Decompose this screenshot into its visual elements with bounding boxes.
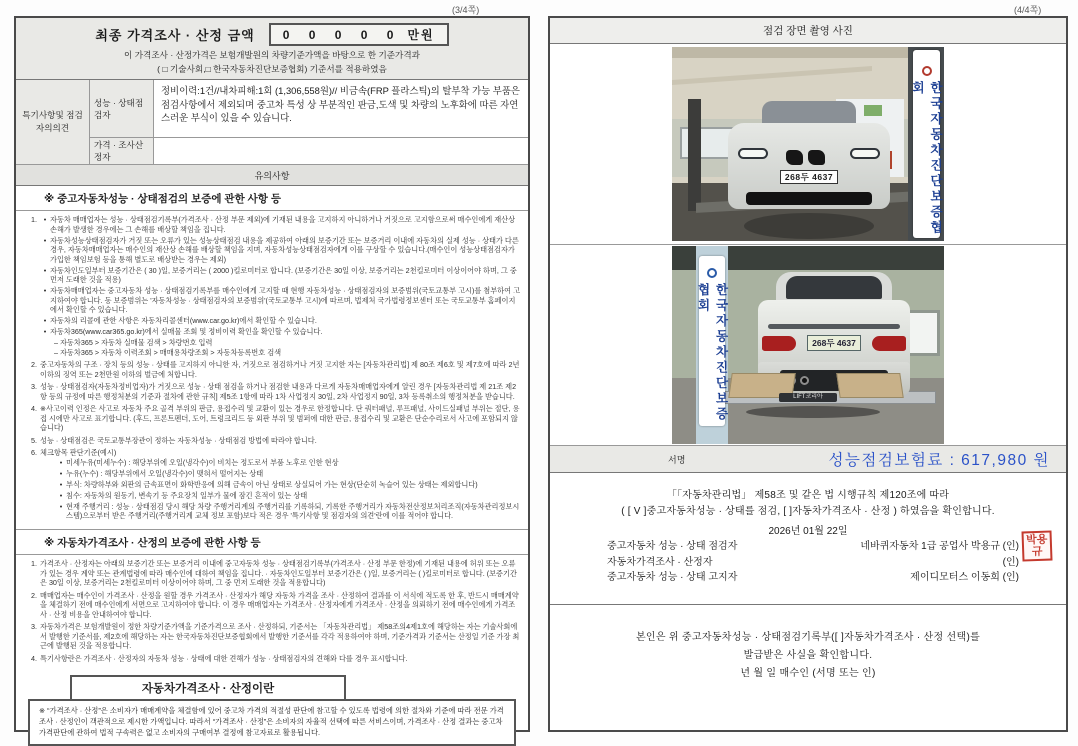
notice-bullet: • 자동차인도일부터 보증기간은 ( 30 )일, 보증거리는 ( 2000 )킬로미터로 합니다. (보증기간은 30일 이상, 보증거리는 2천킬로미터 이상이어야 하며, 그 중 먼저 도래한 것을 적용) [40, 266, 520, 285]
notice-bullet: • 침수: 자동차의 원동기, 변속기 등 주요장치 일부가 물에 잠긴 흔적이 있는 상태 [40, 491, 520, 501]
signature-fee-row [550, 446, 1066, 473]
car-taillight-right [872, 336, 906, 351]
garage-ceiling-beam [672, 47, 944, 58]
car-front-view [728, 123, 890, 209]
signer-rows [569, 539, 1047, 586]
inspector-label: 성능 · 상태점검자 [90, 80, 154, 138]
notice-bullet: • 자동차성능상태점검자가 거짓 또는 오류가 있는 성능상태점검 내용을 제공하여 아래의 보증기간 또는 보증거리 이내에 자동차의 실제 성능 · 상태가 다른 경우, 자동차매매업자는 매수인의 재산상 손해를 배상할 책임을 지며, 자동차성능상태점검자에게 이를 구상할 수 있습니다.(매수인이 성능상태점검자가 가입한 책임보험 등을 통해 별도로 배상받는 경우는 제외) [43, 235, 519, 264]
notice-subline: – 자동차365 > 자동차 실매물 검색 > 차량번호 입력 [54, 338, 213, 347]
background-sign [864, 105, 882, 116]
notice-item-6 [22, 448, 520, 522]
bullet-text: 자동차성능상태점검자가 거짓 또는 오류가 있는 성능상태점검 내용을 제공하여 아래의 보증기간 또는 보증거리 이내에 자동차의 실제 성능 · 상태가 다른 경우, 자동차매매업자는 매수인의 재산상 손해를 배상할 책임을 지며, 자동차성능상태점검자에게 이를 구상할 수 있습니다.(매수인이 성능상태점검자가 가입한 책임보험 등을 통해 별도로 배상받는 경우는 제외) [50, 235, 519, 264]
definition-body: ※ “가격조사 · 산정”은 소비자가 매매계약을 체결함에 있어 중고차 가격의 적절성 판단에 참고할 수 있도록 법령에 의한 절차와 기준에 따라 전문 가격조사 · 산정인이 객관적으로 제시한 가액입니다. 따라서 “가격조사 · 산정”은 소비자의 자율적 선택에 따른 서비스이며, 가격조사 · 산정 결과는 중고차 가격판단에 관하여 법적 구속력은 없고 소비자의 구매여부 결정에 참고자료로 활용됩니다. [28, 699, 516, 746]
definition-section [16, 667, 528, 746]
inspector-opinion-text: 정비이력:1건//내차피해:1회 (1,306,558원)// 비금속(FRP 플라스틱)의 탈부착 가능 부품은 점검사항에서 제외되며 중고차 특성 상 부분적인 판금,도색 및 차량의 노후화에 따른 자연스러운 부식이 있을 수 있습니다. [154, 80, 528, 138]
car-kidney-grille-left [786, 150, 803, 165]
car-kidney-grille-right [808, 150, 825, 165]
inspection-insurance-fee: 성능점검보험료 : 617,980 원 [828, 452, 1050, 469]
notice-bullet: • 현재 주행거리 : 성능 · 상태점검 당시 해당 차량 주행거리계의 주행거리를 기록하되, 기록한 주행거리가 자동차전산정보처리조직(자동차관리정보시스템)으로부터 받은 주행거리(주행거리계 교체 정보 포함)보다 적은 경우 '특기사항 및 점검자의 의견'란에 이를 적어야 합니다. [59, 501, 520, 520]
inspector-seal-stamp: 박용규 [1021, 530, 1052, 561]
notice-bullet: • 자동차매매업자는 중고자동차 성능 · 상태점검기록부를 매수인에게 고지할 때 현행 자동차성능 · 상태점검자의 보증범위(국토교통부 고시)를 첨부하여 고지하여야 합니다. 동 보증범위는 '자동차성능 · 상태점검자의 보증범위'(국토교통부 고시)에 따르며, 법제처 국가법령정보센터 또는 국토교통부 홈페이지에서 확인할 수 있습니다. [43, 286, 521, 314]
notice-subline: – 자동차365 > 자동차 이력조회 > 매매용차량조회 > 자동차등록번호 검색 [54, 347, 282, 357]
final-price-note-2: ( □ 기술사회,□ 한국자동차진단보증협회) 기준서를 적용하였음 [157, 64, 387, 74]
item-number: 4. [31, 404, 37, 413]
bullet-text: 부식: 차량하부와 외판의 금속표면이 화학반응에 의해 금속이 아닌 상태로 상실되어 가는 현상(단순히 녹슬어 있는 상태는 제외합니다) [66, 479, 478, 489]
notice-item-4 [22, 404, 520, 433]
notice-bullet: • 미세누유(미세누수) : 해당부위에 오일(냉각수)이 비치는 정도로서 부품 노후로 인한 현상 [40, 458, 520, 468]
page-number-right: (4/4쪽) [1014, 5, 1042, 15]
notice-item-5 [22, 436, 520, 446]
inspection-photo-cell-rear [550, 245, 1066, 446]
page-number-left: (3/4쪽) [452, 5, 480, 15]
association-banner [696, 256, 728, 426]
car-front-intake [746, 192, 872, 205]
item-text: 가격조사 · 산정자는 아래의 보증기간 또는 보증거리 이내에 중고자동차 성능 · 상태점검기록부(가격조사 · 산정 부문 한정)에 기재된 내용에 허위 또는 오류가 있는 경우 계약 또는 관계법령에 따라 매수인에 대하여 책임을 집니다. · 자동차인도일부터 보증기간은 ( )일, 보증거리는 ( )킬로미터로 합니다. (보증기간은 30일 이상, 보증거리는 2천킬로미터 이상이어야 하며, 그 중 먼저 도래한 것을 적용합니다) [40, 559, 517, 587]
section2-notice-list [16, 555, 528, 667]
final-price-note-1: 이 가격조사 · 산정가격은 보험개발원의 차량기준가액을 바탕으로 한 기준가격과 [124, 49, 420, 60]
bullet-text: 침수: 자동차의 원동기, 변속기 등 주요장치 일부가 물에 잠긴 흔적이 있는 상태 [66, 490, 308, 500]
signer-row [569, 539, 1047, 555]
bullet-text: 미세누유(미세누수) : 해당부위에 오일(냉각수)이 비치는 정도로서 부품 노후로 인한 현상 [66, 457, 339, 467]
notice-item-1 [22, 559, 520, 588]
section1-notice-list [16, 211, 528, 529]
buyer-line-1: 본인은 위 중고자동차성능 · 상태점검기록부([ ]자동차가격조사 · 산정 선택)를 [635, 632, 981, 643]
notice-bullet: • 누유(누수) : 해당부위에서 오일(냉각수)이 맺혀서 떨어지는 상태 [40, 469, 520, 479]
record-page-4 [548, 16, 1068, 732]
item-number: 5. [31, 435, 37, 445]
association-banner-text: 한국자동차진단보증협회 [910, 81, 943, 236]
car-headlight-right [850, 148, 880, 159]
bullet-text: 자동차 매매업자는 성능 · 상태점검기록부(가격조사 · 산정 부문 제외)에 기재된 내용을 고지하지 아니하거나 거짓으로 고지함으로써 매수인에게 재산상 손해가 발생한 경우에는 그 손해를 배상할 책임을 집니다. [50, 215, 516, 234]
confirmation-date: 2026년 01월 22일 [768, 526, 848, 537]
notice-item-3 [22, 382, 520, 401]
confirmation-block [550, 473, 1066, 605]
final-price-title: 최종 가격조사 · 산정 금액 [95, 28, 255, 43]
record-page-3 [14, 16, 530, 737]
notice-bullet: • 자동차의 리콜에 관한 사항은 자동차리콜센터(www.car.go.kr)에서 확인할 수 있습니다. [40, 316, 520, 326]
bullet-text: 현재 주행거리 : 성능 · 상태점검 당시 해당 차량 주행거리계의 주행거리를 기록하되, 기록한 주행거리가 자동차전산정보처리조직(자동차관리정보시스템)으로부터 받은 주행거리(주행거리계 교체 정보 포함)보다 적은 경우 '특기사항 및 점검자의 의견'란에 이를 적어야 합니다. [66, 501, 520, 520]
definition-title: 자동차가격조사 · 산정이란 [70, 675, 346, 701]
section2-header: ※ 자동차가격조사 · 산정의 보증에 관한 사항 등 [16, 529, 528, 555]
car-headlight-left [738, 148, 768, 159]
final-price-unit: 만원 [407, 28, 435, 42]
association-logo-icon [922, 66, 932, 76]
notice-bullet: • 자동차365(www.car365.go.kr)에서 실매물 조회 및 정비이력 확인을 확인할 수 있습니다. [40, 327, 520, 337]
item-number: 3. [31, 622, 37, 631]
signer-role: 중고자동차 성능 · 상태 고지자 [607, 572, 738, 583]
inspection-photo-cell-front [550, 44, 1066, 245]
buyer-confirmation-block [550, 605, 1066, 730]
license-plate-rear: 268두 4637 [807, 335, 861, 351]
bullet-text: 자동차365(www.car365.go.kr)에서 실매물 조회 및 정비이력 확인을 확인할 수 있습니다. [50, 327, 323, 336]
item-number: 2. [31, 590, 37, 600]
notice-item-4 [22, 654, 520, 664]
photo-section-header: 점검 장면 촬영 사진 [550, 18, 1066, 44]
notice-item-2 [22, 591, 520, 620]
special-notes-table [16, 80, 528, 165]
signer-role: 중고자동차 성능 · 상태 점검자 [607, 541, 738, 552]
notice-bullet: • 부식: 차량하부와 외판의 금속표면이 화학반응에 의해 금속이 아닌 상태로 상실되어 가는 현상(단순히 녹슬어 있는 상태는 제외합니다) [40, 480, 520, 490]
buyer-line-2: 발급받은 사실을 확인합니다. [743, 650, 873, 661]
notice-bar: 유의사항 [16, 165, 528, 186]
notice-item-1 [22, 215, 520, 357]
item-number: 6. [31, 448, 37, 457]
garage-ceiling-line [672, 66, 872, 85]
item-text: 중고자동차의 구조 · 장치 등의 성능 · 상태를 고지하지 아니한 자, 거짓으로 점검하거나 거짓 고지한 자는 [자동차관리법] 제 80조 제6호 및 제7호에 따라 2년 이하의 징역 또는 2천만원 이하의 벌금에 처합니다. [40, 360, 520, 379]
item-number: 2. [31, 360, 37, 369]
inspection-photo-rear [672, 246, 944, 444]
license-plate-front: 268두 4637 [780, 170, 838, 184]
item-text: 성능 · 상태점검자(자동차정비업자)가 거짓으로 성능 · 상태 점검을 하거나 점검한 내용과 다르게 자동차매매업자에게 알린 경우 [자동차관리법 제 21조 제2항 등의 규정에 따른 행정처분의 기준과 절차에 관한 규칙] 제5조 1항에 따라 1차 사업정지 30일, 2차 사업정지 90일, 3차 등록취소의 행정처분을 받습니다. [40, 382, 517, 401]
bullet-text: 누유(누수) : 해당부위에서 오일(냉각수)이 맺혀서 떨어지는 상태 [66, 468, 264, 478]
item-text: 자동차가격은 보험개발원이 정한 차량기준가액을 기준가격으로 조사 · 산정하되, 기준서는 「자동차관리법」 제58조의4제1호에 해당하는 자는 기술사회에서 발행한 기준서를, 제2호에 해당하는 자는 한국자동차진단보증협회에서 발행한 기준서를 각각 적용하여야 하며, 기준가격과 기준서는 산정일 기준 가장 최근에 발행된 것을 적용합니다. [40, 622, 520, 650]
lift-post-left [688, 99, 701, 211]
signer-row [569, 555, 1047, 571]
appraiser-label: 가격 · 조사산정자 [90, 138, 154, 165]
item-number: 4. [31, 653, 37, 663]
confirmation-check-line: ( [ V ]중고자동차성능 · 상태를 점검, [ ]자동차가격조사 · 산정 ) 하였음을 확인합니다. [621, 506, 995, 517]
car-shadow [746, 406, 880, 418]
signer-name: 제이디모터스 이동희 (인) [910, 572, 1019, 583]
signer-name: (인) [1002, 556, 1019, 568]
signer-role: 자동차가격조사 · 산정자 [607, 556, 713, 568]
association-logo-icon [707, 268, 717, 278]
notice-item-3 [22, 622, 520, 651]
confirmation-law-line: 「「자동차관리법」 제58조 및 같은 법 시행규칙 제120조에 따라 [666, 490, 950, 501]
item-text: ※사고이력 인정은 사고로 자동차 주요 골격 부위의 판금, 용접수리 및 교환이 있는 경우로 한정합니다. 단 쿼터패널, 루프패널, 사이드실패널 부위는 절단, 용접 시에만 사고로 표기합니다. (후드, 프론트펜더, 도어, 트렁크리드 등 외판 부위 및 범퍼에 대한 판금, 용접수리 및 교환은 단순수리로서 사고에 포함되지 않습니다) [40, 404, 520, 432]
car-rear-window [786, 276, 882, 299]
item-number: 1. [31, 215, 37, 224]
item-text: 체크항목 판단기준(예시) [40, 448, 117, 457]
association-banner [910, 50, 943, 238]
signer-name: 네바퀴자동차 1급 공업사 박용규 (인) [860, 541, 1019, 552]
appraiser-opinion-text [154, 138, 528, 165]
final-price-section [16, 18, 528, 80]
car-spoiler [768, 324, 900, 329]
final-price-digits: 0 0 0 0 0 [282, 28, 402, 42]
item-text: 특기사항란은 가격조사 · 산정자의 자동차 성능 · 상태에 대한 견해가 성능 · 상태점검자의 견해와 다를 경우 표시합니다. [40, 653, 408, 663]
lift-ramp-right [836, 373, 904, 398]
association-banner-text: 한국자동차진단보증협회 [696, 283, 728, 423]
exhaust-tip [800, 376, 809, 385]
bullet-text: 자동차인도일부터 보증기간은 ( 30 )일, 보증거리는 ( 2000 )킬로미터로 합니다. (보증기간은 30일 이상, 보증거리는 2천킬로미터 이상이어야 하며, 그 중 먼저 도래한 것을 적용) [50, 265, 517, 284]
signer-row [569, 570, 1047, 586]
buyer-line-3: 년 월 일 매수인 (서명 또는 인) [740, 668, 876, 679]
bullet-text: 자동차매매업자는 중고자동차 성능 · 상태점검기록부를 매수인에게 고지할 때 현행 자동차성능 · 상태점검자의 보증범위(국토교통부 고시)를 첨부하여 고지하여야 합니다. 동 보증범위는 '자동차성능 · 상태점검자의 보증범위'(국토교통부 고시)에 따르며, 법제처 국가법령정보센터 또는 국토교통부 홈페이지에서 확인할 수 있습니다. [50, 286, 521, 314]
item-number: 3. [31, 382, 37, 391]
final-price-amount-box [269, 23, 449, 46]
signature-label: 서명 [668, 454, 686, 465]
car-taillight-left [762, 336, 796, 351]
notice-bullet: • 자동차 매매업자는 성능 · 상태점검기록부(가격조사 · 산정 부문 제외)에 기재된 내용을 고지하지 아니하거나 거짓으로 고지함으로써 매수인에게 재산상 손해가 발생한 경우에는 그 손해를 배상할 책임을 집니다. [40, 215, 520, 234]
lift-brand-label: LIFT코리아 [779, 393, 837, 402]
item-number: 1. [31, 559, 37, 568]
floor-stain [744, 213, 874, 239]
item-text: 매매업자는 매수인이 가격조사 · 산정을 원할 경우 가격조사 · 산정자가 해당 자동차 가격을 조사 · 산정하여 결과를 이 서식에 적도록 한 후, 반드시 매매계약을 체결하기 전에 매수인에게 서면으로 고지하여야 합니다. 이 경우 매매업자는 가격조사 · 산정자에게 가격조사 · 산정을 의뢰하기 전에 매수인에게 가격조사 · 산정 비용을 안내하여야 합니다. [40, 590, 519, 619]
special-notes-row-label: 특기사항및 점검자의의견 [16, 80, 90, 165]
section1-header: ※ 중고자동차성능 · 상태점검의 보증에 관한 사항 등 [16, 186, 528, 211]
notice-item-2 [22, 360, 520, 379]
inspection-photo-front [672, 47, 944, 241]
bullet-text: 자동차의 리콜에 관한 사항은 자동차리콜센터(www.car.go.kr)에서 확인할 수 있습니다. [50, 316, 317, 325]
item-text: 성능 · 상태점검은 국토교통부장관이 정하는 자동차성능 · 상태점검 방법에 따라야 합니다. [40, 435, 317, 445]
